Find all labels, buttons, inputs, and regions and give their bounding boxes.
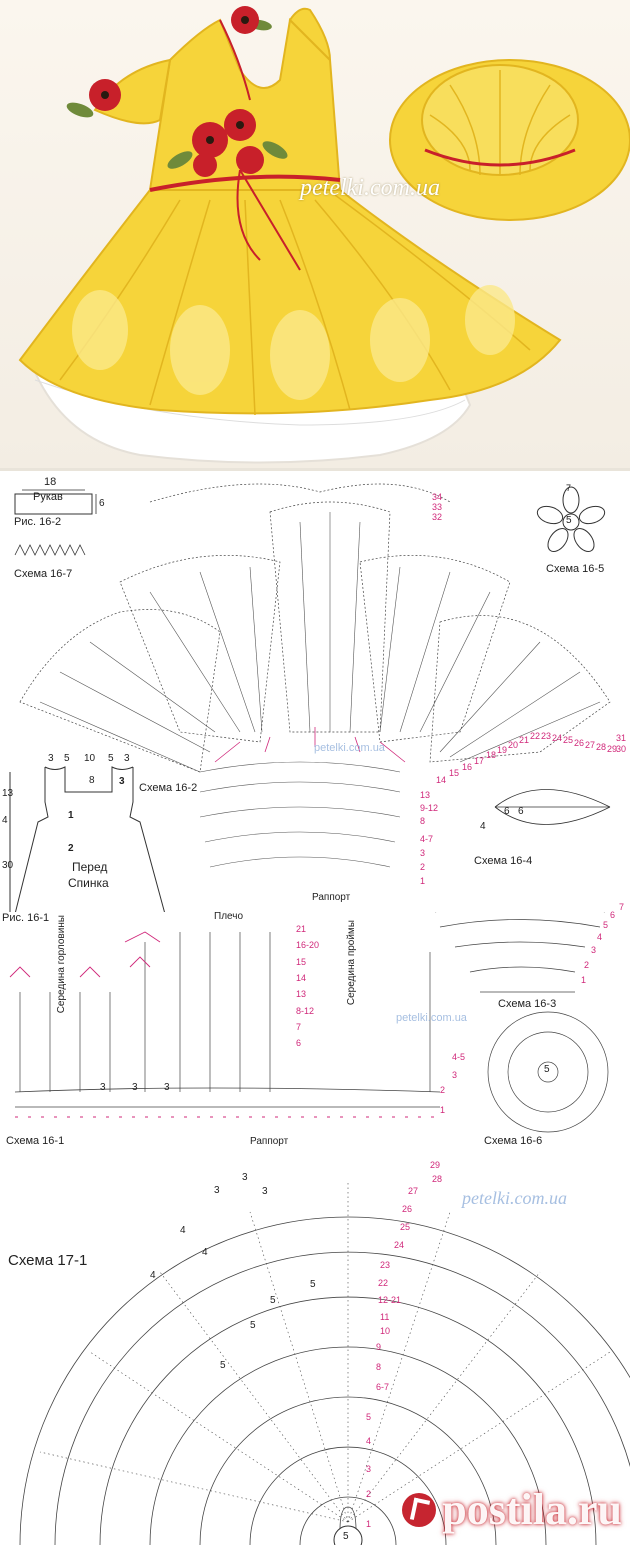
sleeve-width-dim: 18 xyxy=(44,476,57,488)
chain-count: 3 xyxy=(164,1082,170,1093)
section-divider xyxy=(0,468,630,471)
shoulder-label: Плечо xyxy=(214,911,244,922)
hat-spokes xyxy=(40,1182,610,1522)
schema-16-3-row: 6 xyxy=(610,910,616,920)
body-dim: 3 xyxy=(124,753,130,764)
chain-count: 3 xyxy=(100,1082,106,1093)
row-num: 17 xyxy=(474,756,485,766)
bodice-row-num: 1 xyxy=(440,1105,446,1115)
row-num: 33 xyxy=(432,502,443,512)
schema-16-3-row: 1 xyxy=(581,975,587,985)
mid-watermark: petelki.com.ua xyxy=(396,1012,467,1024)
body-dim: 5 xyxy=(108,753,114,764)
row-num: 31 xyxy=(616,733,627,743)
row-num: 26 xyxy=(574,738,585,748)
schema-16-3-row: 4 xyxy=(597,932,603,942)
back-label: Спинка xyxy=(68,876,109,890)
bodice-row-num: 6 xyxy=(296,1038,302,1048)
hat-row-num: 1 xyxy=(366,1519,372,1529)
bodice-repeat-label: Раппорт xyxy=(250,1136,289,1147)
schema-16-3-row: 2 xyxy=(584,960,590,970)
hat-row-num: 3 xyxy=(366,1464,372,1474)
hat-row-num: 4 xyxy=(366,1436,372,1446)
schema-16-3-row: 3 xyxy=(591,945,597,955)
schema-17-1-caption: Схема 17-1 xyxy=(8,1252,88,1269)
yoke-row-num: 3 xyxy=(420,848,426,858)
schema-16-6-center: 5 xyxy=(544,1064,550,1075)
row-num: 29 xyxy=(607,744,618,754)
body-side-dim: 4 xyxy=(2,815,8,826)
bottom-watermark: petelki.com.ua xyxy=(462,1188,567,1208)
hat-inner-num: 5 xyxy=(250,1320,256,1331)
yoke-row-num: 8 xyxy=(420,816,426,826)
hat-row-num: 28 xyxy=(432,1174,443,1184)
row-num: 22 xyxy=(530,731,541,741)
body-marker: 2 xyxy=(68,843,74,854)
sleeve-label: Рукав xyxy=(33,491,63,503)
row-num: 15 xyxy=(449,768,460,778)
product-photo xyxy=(0,0,630,468)
row-num: 30 xyxy=(616,744,627,754)
hat-inner-num: 4 xyxy=(180,1225,186,1236)
row-num: 27 xyxy=(585,740,596,750)
row-num: 32 xyxy=(432,512,443,522)
schema-16-6-caption: Схема 16-6 xyxy=(484,1135,543,1147)
front-label: Перед xyxy=(72,860,108,874)
hat-inner-num: 5 xyxy=(310,1279,316,1290)
bodice-row-num: 2 xyxy=(440,1085,446,1095)
sleeve-fig-caption: Рис. 16-2 xyxy=(14,516,62,528)
bodice-stitch-columns xyxy=(20,932,430,1092)
flower-center-num: 5 xyxy=(566,515,572,526)
hat-inner-num: 4 xyxy=(202,1247,208,1258)
hat-row-num: 23 xyxy=(380,1260,391,1270)
row-num: 28 xyxy=(596,742,607,752)
hat-row-num: 27 xyxy=(408,1186,419,1196)
body-dim: 5 xyxy=(64,753,70,764)
schema-16-3-diagram xyxy=(435,912,605,992)
bodice-row-num: 16-20 xyxy=(296,940,320,950)
hat-row-num: 25 xyxy=(400,1222,411,1232)
row-num: 23 xyxy=(541,731,552,741)
hat-row-num: 24 xyxy=(394,1240,405,1250)
skirt-yoke-diagram xyxy=(0,472,630,912)
schema-16-3-caption: Схема 16-3 xyxy=(498,998,557,1010)
postila-logo-icon xyxy=(402,1493,436,1527)
postila-stamp-text: postila.ru xyxy=(442,1485,622,1534)
yoke-row-num: 2 xyxy=(420,862,426,872)
body-side-dim: 13 xyxy=(2,788,14,799)
schema-16-1-caption: Схема 16-1 xyxy=(6,1135,65,1147)
hat-inner-num: 4 xyxy=(150,1270,156,1281)
sleeve-height-dim: 6 xyxy=(99,498,105,509)
leaf-num: 6 xyxy=(504,806,510,817)
yoke-row-num: 13 xyxy=(420,790,431,800)
bodice-row-num: 7 xyxy=(296,1022,302,1032)
hat-row-num: 6-7 xyxy=(376,1382,390,1392)
bodice-row-num: 15 xyxy=(296,957,307,967)
pink-markers xyxy=(10,932,440,1117)
schema-16-3-row: 5 xyxy=(603,920,609,930)
leaf-num: 6 xyxy=(518,806,524,817)
neck-center-label: Середина горловины xyxy=(56,915,67,1014)
postila-stamp xyxy=(402,1484,622,1535)
yoke-stitches xyxy=(200,762,400,867)
photo-watermark: petelki.com.ua xyxy=(300,175,440,201)
hat-row-num: 5 xyxy=(366,1412,372,1422)
hat-inner-num: 3 xyxy=(262,1186,268,1197)
row-num: 21 xyxy=(519,735,530,745)
hat-center-num: 5 xyxy=(343,1531,349,1542)
hat-row-num: 26 xyxy=(402,1204,413,1214)
bodice-row-num: 21 xyxy=(296,924,307,934)
body-dim: 10 xyxy=(84,753,96,764)
body-side-dim: 30 xyxy=(2,860,14,871)
yoke-row-num: 9-12 xyxy=(420,803,439,813)
hat-inner-num: 5 xyxy=(220,1360,226,1371)
body-inner-dim: 8 xyxy=(89,775,95,786)
hat-row-num: 2 xyxy=(366,1489,372,1499)
hat-row-num: 29 xyxy=(430,1160,441,1170)
bodice-row-num: 8-12 xyxy=(296,1006,315,1016)
bodice-row-num: 14 xyxy=(296,973,307,983)
row-num: 14 xyxy=(436,775,447,785)
hat-row-num: 12-21 xyxy=(378,1295,402,1305)
hat-row-num: 10 xyxy=(380,1326,391,1336)
yoke-row-num: 4-7 xyxy=(420,834,434,844)
bodice-row-num: 3 xyxy=(452,1070,458,1080)
hat-inner-num: 3 xyxy=(214,1185,220,1196)
leaf-num: 4 xyxy=(480,821,486,832)
schema-16-2-caption: Схема 16-2 xyxy=(139,782,198,794)
hat-row-num: 11 xyxy=(380,1312,390,1322)
body-marker: 3 xyxy=(119,776,125,787)
schema-16-4-caption: Схема 16-4 xyxy=(474,855,533,867)
flower-petal-num: 7 xyxy=(566,483,572,493)
chain-count: 3 xyxy=(132,1082,138,1093)
row-num: 16 xyxy=(462,762,473,772)
row-num: 18 xyxy=(486,750,497,760)
body-fig-caption: Рис. 16-1 xyxy=(2,912,50,924)
hat-row-num: 8 xyxy=(376,1362,382,1372)
dress-and-hat-illustration xyxy=(0,0,630,468)
hat-inner-num: 5 xyxy=(270,1295,276,1306)
schema-16-3-row: 7 xyxy=(619,902,625,912)
armhole-center-label: Середина проймы xyxy=(346,920,357,1006)
hat-row-num: 9 xyxy=(376,1342,382,1352)
edging-stitches xyxy=(15,545,85,555)
row-num: 19 xyxy=(497,745,508,755)
hat-row-num: 22 xyxy=(378,1278,389,1288)
body-dim: 3 xyxy=(48,753,54,764)
body-marker: 1 xyxy=(68,810,74,821)
row-num: 24 xyxy=(552,733,563,743)
yoke-repeat-label: Раппорт xyxy=(312,892,351,903)
row-num: 20 xyxy=(508,740,519,750)
leaf-diagram xyxy=(495,790,610,825)
hat-inner-num: 3 xyxy=(242,1172,248,1183)
schema-16-7-caption: Схема 16-7 xyxy=(14,568,73,580)
bodice-row-num: 13 xyxy=(296,989,307,999)
row-num: 25 xyxy=(563,735,574,745)
yoke-row-num: 1 xyxy=(420,876,426,886)
schema-16-5-caption: Схема 16-5 xyxy=(546,563,605,575)
bodice-row-num: 4-5 xyxy=(452,1052,466,1062)
top-watermark: petelki.com.ua xyxy=(314,742,385,754)
row-num: 34 xyxy=(432,492,443,502)
